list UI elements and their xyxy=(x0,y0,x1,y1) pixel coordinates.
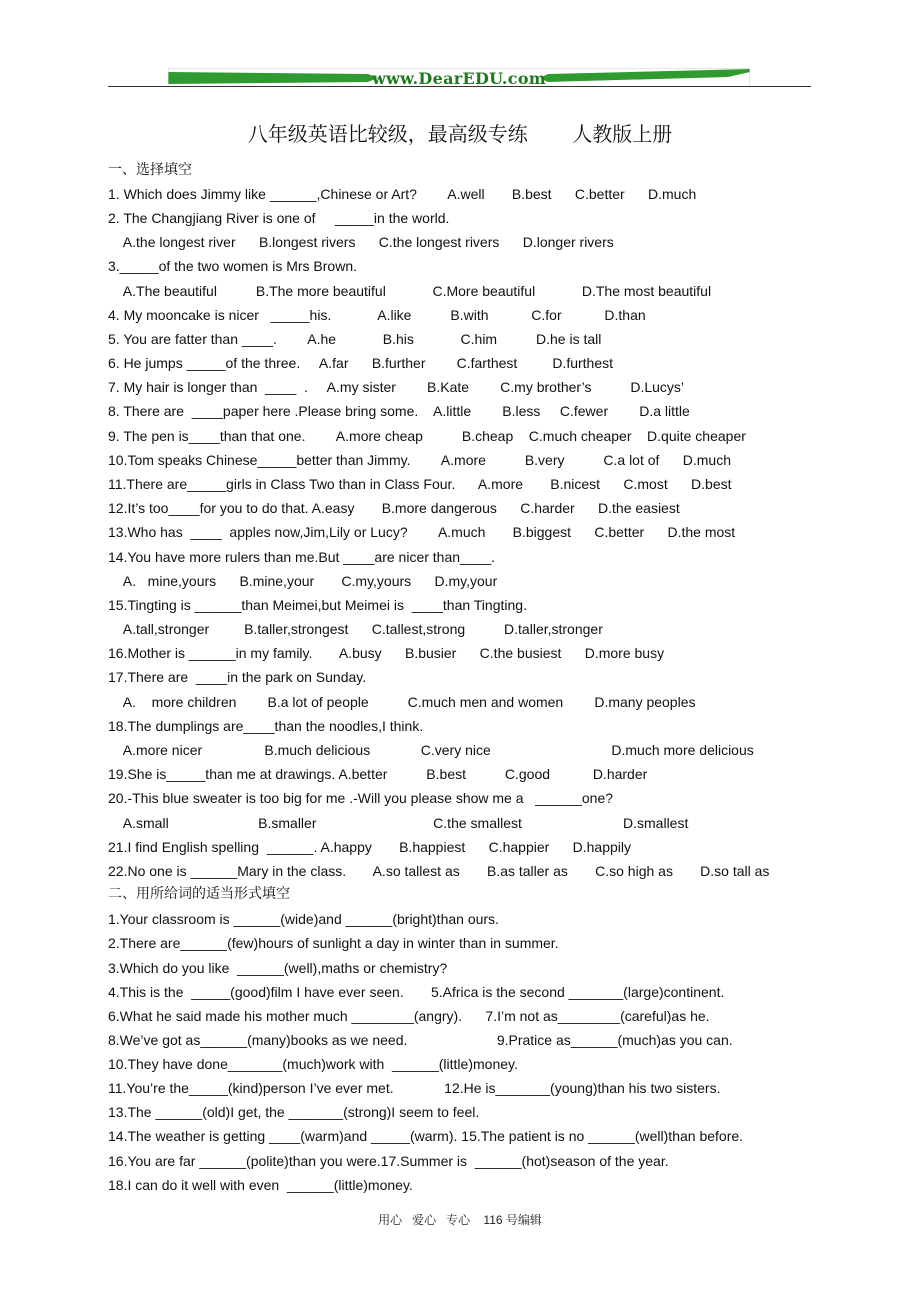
question-line: 11.There are_____girls in Class Two than in Class Four. A.more B.nicest C.most D.best xyxy=(108,476,732,492)
question-line: 4. My mooncake is nicer _____his. A.like B.with C.for D.than xyxy=(108,307,646,323)
question-line: 14.The weather is getting ____(warm)and _____(warm). 15.The patient is no ______(well)than before. xyxy=(108,1128,744,1144)
question-line: 6.What he said made his mother much ________(angry). 7.I’m not as________(careful)as he. xyxy=(108,1008,710,1024)
question-line: 15.Tingting is ______than Meimei,but Meimei is ____than Tingting. xyxy=(108,597,527,613)
question-line: 13.Who has ____ apples now,Jim,Lily or Lucy? A.much B.biggest C.better D.the most xyxy=(108,524,736,540)
section2-heading: 二、用所给词的适当形式填空 xyxy=(108,885,290,901)
question-line: 6. He jumps _____of the three. A.far B.further C.farthest D.furthest xyxy=(108,355,614,371)
question-line: 9. The pen is____than that one. A.more cheap B.cheap C.much cheaper D.quite cheaper xyxy=(108,428,746,444)
question-line: A.more nicer B.much delicious C.very nice D.much more delicious xyxy=(108,742,754,758)
question-line: 18.The dumplings are____than the noodles,I think. xyxy=(108,718,424,734)
question-line: 8.We’ve got as______(many)books as we need. 9.Pratice as______(much)as you can. xyxy=(108,1032,733,1048)
question-line: 2.There are______(few)hours of sunlight a day in winter than in summer. xyxy=(108,935,559,951)
page-footer: 用心 爱心 专心 116 号编辑 xyxy=(378,1213,542,1227)
question-line: A.small B.smaller C.the smallest D.smallest xyxy=(108,815,689,831)
question-line: 3._____of the two women is Mrs Brown. xyxy=(108,258,358,274)
question-line: 19.She is_____than me at drawings. A.better B.best C.good D.harder xyxy=(108,766,648,782)
header-banner xyxy=(168,68,750,87)
question-line: 8. There are ____paper here .Please bring some. A.little B.less C.fewer D.a little xyxy=(108,403,690,419)
question-line: 11.You’re the_____(kind)person I’ve ever met. 12.He is_______(young)than his two sisters. xyxy=(108,1080,721,1096)
question-line: 13.The ______(old)I get, the _______(strong)I seem to feel. xyxy=(108,1104,480,1120)
question-line: 1.Your classroom is ______(wide)and ______(bright)than ours. xyxy=(108,911,499,927)
question-line: 2. The Changjiang River is one of _____in the world. xyxy=(108,210,450,226)
question-line: 17.There are ____in the park on Sunday. xyxy=(108,669,367,685)
question-line: A.The beautiful B.The more beautiful C.More beautiful D.The most beautiful xyxy=(108,283,712,299)
question-line: A.tall,stronger B.taller,strongest C.tallest,strong D.taller,stronger xyxy=(108,621,603,637)
question-line: 14.You have more rulers than me.But ____are nicer than____. xyxy=(108,549,496,565)
question-line: 20.-This blue sweater is too big for me .-Will you please show me a ______one? xyxy=(108,790,614,806)
question-line: 22.No one is ______Mary in the class. A.so tallest as B.as taller as C.so high as D.so tall as xyxy=(108,863,770,879)
question-line: 21.I find English spelling ______. A.happy B.happiest C.happier D.happily xyxy=(108,839,631,855)
question-line: A. more children B.a lot of people C.much men and women D.many peoples xyxy=(108,694,696,710)
question-line: 16.Mother is ______in my family. A.busy B.busier C.the busiest D.more busy xyxy=(108,645,665,661)
question-line: A.the longest river B.longest rivers C.the longest rivers D.longer rivers xyxy=(108,234,614,250)
question-line: 16.You are far ______(polite)than you were.17.Summer is ______(hot)season of the year. xyxy=(108,1153,669,1169)
header-rule xyxy=(108,86,811,87)
question-line: 1. Which does Jimmy like ______,Chinese or Art? A.well B.best C.better D.much xyxy=(108,186,697,202)
question-line: 10.They have done_______(much)work with ______(little)money. xyxy=(108,1056,518,1072)
question-line: 7. My hair is longer than ____ . A.my sister B.Kate C.my brother’s D.Lucys’ xyxy=(108,379,685,395)
banner-site-name[interactable]: www.DearEDU.com xyxy=(371,69,547,88)
question-line: 4.This is the _____(good)film I have ever seen. 5.Africa is the second _______(large)continent. xyxy=(108,984,725,1000)
question-line: 18.I can do it well with even ______(little)money. xyxy=(108,1177,413,1193)
question-line: 12.It’s too____for you to do that. A.easy B.more dangerous C.harder D.the easiest xyxy=(108,500,680,516)
question-line: 3.Which do you like ______(well),maths or chemistry? xyxy=(108,960,448,976)
question-line: 10.Tom speaks Chinese_____better than Jimmy. A.more B.very C.a lot of D.much xyxy=(108,452,731,468)
page-title: 八年级英语比较级，最高级专练 人教版上册 xyxy=(247,124,673,146)
question-line: A. mine,yours B.mine,your C.my,yours D.my,your xyxy=(108,573,498,589)
question-line: 5. You are fatter than ____. A.he B.his C.him D.he is tall xyxy=(108,331,602,347)
section1-heading: 一、选择填空 xyxy=(108,161,192,177)
